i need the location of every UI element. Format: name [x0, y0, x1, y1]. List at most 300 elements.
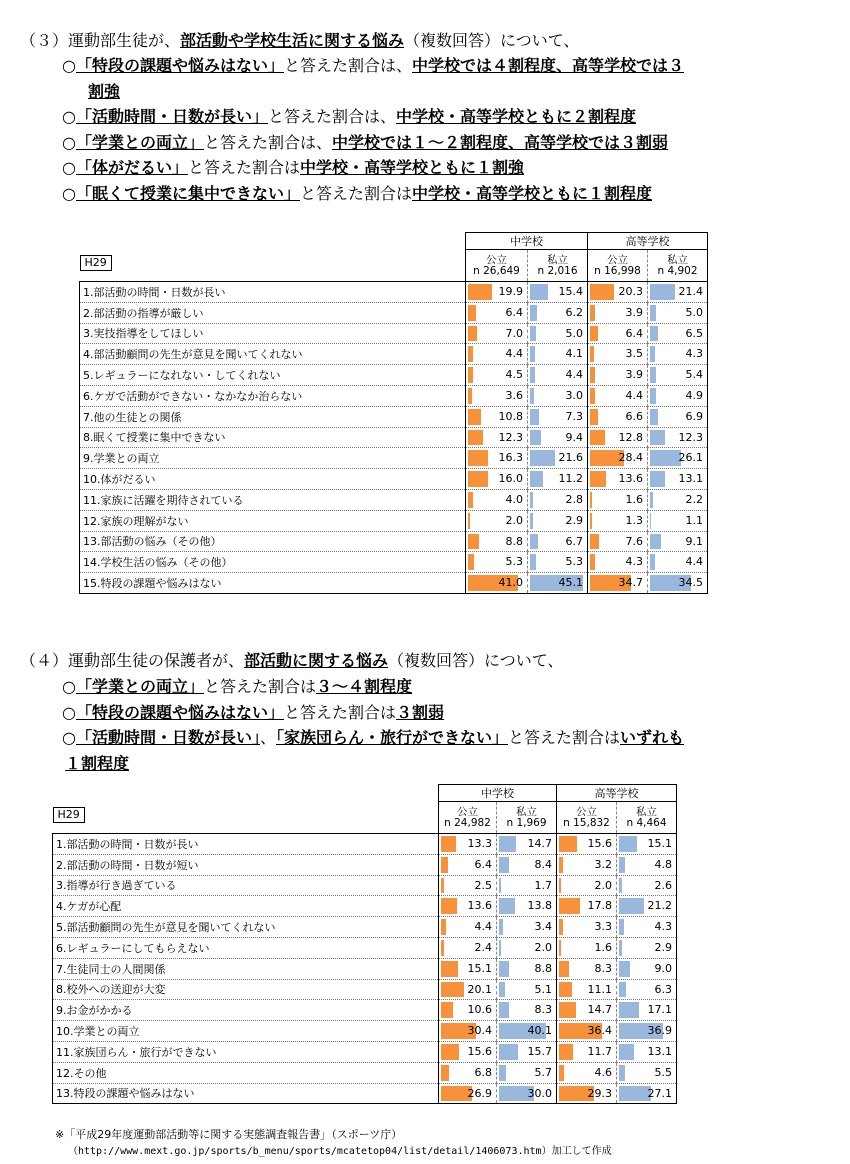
bullet-mark: ○ — [62, 702, 76, 722]
value-cell — [497, 875, 557, 896]
value-text: 8.8 — [534, 961, 552, 975]
bullet-result: いずれも — [620, 728, 685, 747]
group-junior-high: 中学校 — [439, 785, 557, 802]
value-text: 2.0 — [534, 940, 552, 954]
value-cell — [557, 854, 617, 875]
bullet-result: 中学校では１～２割程度、高等学校では３割弱 — [332, 132, 669, 152]
row-label: 8.校外への送迎が大変 — [53, 979, 439, 1000]
bullet-mark: ○ — [62, 107, 76, 126]
public-bar — [441, 919, 446, 935]
column-type: 私立 — [547, 253, 568, 266]
value-text: 7.3 — [565, 409, 583, 423]
value-cell — [466, 344, 528, 365]
private-bar — [499, 919, 503, 935]
value-cell — [588, 531, 648, 552]
value-text: 3.6 — [505, 388, 523, 402]
bullet-result: 中学校・高等学校ともに１割程度 — [412, 183, 653, 203]
private-bar — [650, 534, 661, 550]
section3-table — [79, 232, 708, 594]
public-bar — [559, 1002, 576, 1018]
private-bar — [530, 471, 543, 487]
value-text: 19.9 — [498, 285, 523, 298]
value-cell — [497, 896, 557, 917]
value-text: 2.5 — [474, 878, 492, 892]
bullet-result: ３～４割程度 — [316, 677, 413, 696]
public-bar — [590, 471, 606, 487]
value-cell — [557, 1083, 617, 1104]
value-text: 2.4 — [474, 940, 492, 954]
group-junior-high: 中学校 — [466, 233, 588, 250]
value-text: 11.7 — [587, 1044, 612, 1058]
value-text: 6.4 — [625, 326, 643, 340]
header-blank — [53, 785, 439, 834]
value-cell — [588, 302, 648, 323]
value-text: 17.8 — [587, 899, 612, 913]
value-text: 21.4 — [678, 285, 703, 298]
value-text: 30.4 — [467, 1024, 492, 1038]
value-text: 2.6 — [654, 878, 672, 892]
table-row — [53, 1021, 677, 1042]
public-bar — [559, 857, 563, 873]
value-cell — [648, 344, 708, 365]
value-text: 2.0 — [594, 878, 612, 892]
value-cell — [648, 573, 708, 594]
value-cell — [466, 365, 528, 386]
value-text: 8.3 — [594, 961, 612, 975]
value-cell — [648, 282, 708, 303]
bullet-mark: ○ — [62, 158, 76, 177]
public-bar — [468, 471, 488, 487]
column-type: 私立 — [667, 253, 688, 266]
public-bar — [441, 878, 444, 894]
value-text: 2.8 — [565, 492, 583, 506]
private-bar — [499, 1002, 509, 1018]
value-cell — [466, 282, 528, 303]
bullet-text: と答えた割合は、 — [267, 107, 396, 126]
private-bar — [619, 940, 622, 956]
public-bar — [590, 367, 595, 383]
value-cell — [439, 896, 497, 917]
row-label: 13.特段の課題や悩みはない — [53, 1083, 439, 1104]
private-bar — [499, 857, 509, 873]
private-bar — [499, 940, 501, 956]
private-bar — [530, 346, 535, 362]
value-text: 11.1 — [587, 982, 612, 996]
table-row — [80, 302, 708, 323]
value-cell — [439, 1062, 497, 1083]
value-cell — [466, 510, 528, 531]
column-type: 公立 — [457, 805, 478, 818]
value-text: 3.9 — [625, 305, 643, 319]
bullet-result: 中学校・高等学校ともに２割程度 — [396, 107, 637, 126]
column-type: 私立 — [636, 805, 657, 818]
value-text: 9.4 — [565, 430, 583, 444]
value-text: 7.0 — [505, 326, 523, 340]
value-cell — [557, 917, 617, 938]
value-cell — [497, 1062, 557, 1083]
value-cell — [466, 323, 528, 344]
value-text: 15.7 — [527, 1044, 552, 1058]
public-bar — [441, 898, 457, 914]
private-bar — [530, 326, 536, 342]
public-bar — [468, 326, 477, 342]
value-cell — [439, 1083, 497, 1104]
value-cell — [588, 323, 648, 344]
private-bar — [619, 919, 624, 935]
value-text: 3.3 — [594, 920, 612, 934]
value-text: 4.3 — [654, 920, 672, 934]
column-n: n 4,902 — [657, 264, 698, 277]
value-text: 4.4 — [505, 347, 523, 361]
private-bar — [530, 513, 533, 529]
table-row — [53, 979, 677, 1000]
column-type: 私立 — [516, 805, 537, 818]
value-cell — [466, 385, 528, 406]
private-bar — [530, 367, 535, 383]
public-bar — [468, 450, 488, 466]
value-text: 20.3 — [618, 285, 643, 298]
value-cell — [528, 344, 588, 365]
value-text: 15.1 — [647, 837, 672, 850]
value-cell — [648, 323, 708, 344]
value-text: 6.4 — [505, 305, 523, 319]
row-label: 4.部活動顧問の先生が意見を聞いてくれない — [80, 344, 466, 365]
bullet-text: と答えた割合は、 — [283, 56, 412, 75]
value-text: 6.2 — [565, 305, 583, 319]
value-text: 40.1 — [527, 1024, 552, 1038]
year-tag: H29 — [80, 255, 112, 271]
value-cell — [439, 958, 497, 979]
row-label: 4.ケガが心配 — [53, 896, 439, 917]
group-high-school: 高等学校 — [588, 233, 708, 250]
bullet-line — [62, 183, 652, 205]
value-cell — [648, 531, 708, 552]
value-text: 26.9 — [467, 1086, 492, 1100]
private-bar — [499, 982, 505, 998]
column-n: n 16,998 — [594, 264, 641, 277]
bullet-quote: 「体がだるい」 — [75, 158, 188, 177]
value-text: 27.1 — [647, 1086, 672, 1100]
public-bar — [468, 305, 476, 321]
value-cell — [617, 958, 677, 979]
column-header — [528, 250, 588, 282]
table-row — [53, 1041, 677, 1062]
value-text: 21.2 — [647, 899, 672, 913]
private-bar — [619, 1086, 651, 1102]
value-text: 28.4 — [618, 451, 643, 465]
value-cell — [439, 875, 497, 896]
value-cell — [497, 1083, 557, 1104]
value-cell — [497, 1041, 557, 1062]
value-text: 5.0 — [565, 326, 583, 340]
value-text: 4.0 — [505, 492, 523, 506]
value-cell — [648, 552, 708, 573]
row-label: 12.家族の理解がない — [80, 510, 466, 531]
value-cell — [497, 917, 557, 938]
value-text: 3.4 — [534, 920, 552, 934]
value-text: 4.9 — [685, 388, 703, 402]
bullet-quote: 「眠くて授業に集中できない」 — [75, 183, 300, 203]
value-cell — [528, 385, 588, 406]
bullet-quote: 「学業との両立」 — [75, 677, 204, 696]
public-bar — [441, 940, 444, 956]
section3-heading: （３）運動部生徒が、部活動や学校生活に関する悩み（複数回答）について、 — [20, 31, 580, 50]
value-text: 36.4 — [587, 1024, 612, 1038]
value-text: 12.8 — [618, 430, 643, 444]
bullet-text-2: と答えた割合は — [508, 728, 621, 747]
value-text: 4.4 — [474, 920, 492, 934]
public-bar — [441, 1044, 459, 1060]
value-cell — [557, 979, 617, 1000]
table-row — [80, 531, 708, 552]
value-text: 36.9 — [647, 1024, 672, 1038]
value-text: 4.6 — [594, 1065, 612, 1079]
table-row — [53, 1000, 677, 1021]
value-text: 6.5 — [685, 326, 703, 340]
bullet-text: と答えた割合は — [187, 158, 300, 177]
public-bar — [559, 836, 577, 852]
public-bar — [468, 284, 492, 300]
public-bar — [559, 878, 561, 894]
value-cell — [528, 282, 588, 303]
row-label: 3.実技指導をしてほしい — [80, 323, 466, 344]
private-bar — [530, 284, 548, 300]
bullet-mark: ○ — [62, 677, 76, 696]
value-text: 5.4 — [685, 368, 703, 382]
bullet-result: 中学校・高等学校ともに１割強 — [300, 158, 525, 177]
value-cell — [648, 510, 708, 531]
table-row — [80, 385, 708, 406]
public-bar — [590, 430, 605, 446]
value-cell — [466, 573, 528, 594]
private-bar — [650, 450, 681, 466]
public-bar — [468, 346, 473, 362]
private-bar — [650, 346, 655, 362]
value-text: 15.6 — [467, 1044, 492, 1058]
value-text: 3.5 — [625, 347, 643, 361]
footnote-source: ※「平成29年度運動部活動等に関する実態調査報告書」（スポーツ庁） — [55, 1128, 403, 1141]
value-text: 45.1 — [558, 576, 583, 590]
bullet-quote: 「学業との両立」 — [75, 132, 204, 152]
value-cell — [648, 489, 708, 510]
row-label: 1.部活動の時間・日数が長い — [80, 282, 466, 303]
table-row — [80, 406, 708, 427]
table-row — [80, 573, 708, 594]
value-cell — [588, 344, 648, 365]
public-bar — [590, 305, 595, 321]
value-cell — [588, 489, 648, 510]
table-row — [80, 510, 708, 531]
bullet-text: 、 — [259, 728, 276, 747]
private-bar — [619, 878, 622, 894]
value-text: 6.6 — [625, 409, 643, 423]
bullet-text: と答えた割合は、 — [203, 132, 332, 152]
private-bar — [650, 305, 656, 321]
value-text: 12.3 — [678, 430, 703, 444]
row-label: 7.他の生徒との関係 — [80, 406, 466, 427]
value-text: 2.0 — [505, 513, 523, 527]
private-bar — [650, 409, 658, 425]
value-cell — [617, 917, 677, 938]
value-cell — [617, 875, 677, 896]
value-text: 21.6 — [558, 451, 583, 465]
row-label: 6.ケガで活動ができない・なかなか治らない — [80, 385, 466, 406]
value-cell — [528, 552, 588, 573]
bullet-line — [62, 55, 684, 77]
value-cell — [617, 1062, 677, 1083]
value-cell — [648, 365, 708, 386]
value-text: 5.7 — [534, 1065, 552, 1079]
table-row — [53, 834, 677, 855]
public-bar — [590, 346, 594, 362]
value-text: 13.3 — [467, 837, 492, 850]
row-label: 6.レギュラーにしてもらえない — [53, 937, 439, 958]
row-label: 11.家族に活躍を期待されている — [80, 489, 466, 510]
value-text: 4.3 — [685, 347, 703, 361]
private-bar — [650, 326, 658, 342]
value-cell — [528, 469, 588, 490]
bullet-mark: ○ — [62, 728, 76, 747]
bullet-text: と答えた割合は — [203, 677, 316, 696]
value-text: 4.3 — [625, 555, 643, 569]
value-text: 3.9 — [625, 368, 643, 382]
value-text: 30.0 — [527, 1086, 552, 1100]
value-text: 13.6 — [618, 472, 643, 486]
bullet-result: ３割弱 — [396, 702, 445, 722]
value-text: 3.2 — [594, 857, 612, 871]
column-type: 公立 — [576, 805, 597, 818]
column-n: n 26,649 — [473, 264, 520, 277]
value-cell — [528, 531, 588, 552]
bullet-line — [62, 132, 668, 154]
bullet-text: と答えた割合は — [299, 183, 412, 203]
private-bar — [499, 898, 515, 914]
public-bar — [441, 982, 464, 998]
private-bar — [530, 492, 533, 508]
bullet-quote: 「特段の課題や悩みはない」 — [75, 702, 284, 722]
value-text: 5.0 — [685, 305, 703, 319]
public-bar — [468, 554, 474, 570]
private-bar — [619, 1065, 625, 1081]
value-cell — [497, 1000, 557, 1021]
table-row — [53, 917, 677, 938]
value-text: 15.4 — [558, 285, 583, 298]
public-bar — [441, 857, 448, 873]
table-row — [80, 469, 708, 490]
private-bar — [530, 430, 541, 446]
private-bar — [530, 534, 538, 550]
value-text: 13.1 — [678, 472, 703, 486]
public-bar — [441, 961, 458, 977]
private-bar — [530, 388, 534, 404]
bullet-line — [62, 157, 524, 179]
value-text: 1.7 — [534, 878, 552, 892]
value-cell — [528, 323, 588, 344]
public-bar — [441, 1065, 449, 1081]
private-bar — [499, 1065, 506, 1081]
row-label: 12.その他 — [53, 1062, 439, 1083]
private-bar — [619, 1044, 634, 1060]
private-bar — [619, 1002, 639, 1018]
table-row — [80, 427, 708, 448]
value-cell — [497, 937, 557, 958]
private-bar — [650, 492, 653, 508]
value-text: 14.7 — [527, 837, 552, 850]
public-bar — [590, 513, 592, 529]
private-bar — [650, 388, 656, 404]
value-cell — [617, 979, 677, 1000]
value-text: 41.0 — [498, 576, 523, 590]
bullet-line — [62, 106, 636, 128]
table-row — [53, 958, 677, 979]
value-text: 2.2 — [685, 492, 703, 506]
value-cell — [497, 834, 557, 855]
value-text: 10.8 — [498, 409, 523, 423]
value-text: 13.1 — [647, 1044, 672, 1058]
table-row — [80, 323, 708, 344]
header-blank — [80, 233, 466, 282]
value-cell — [557, 958, 617, 979]
public-bar — [559, 1044, 573, 1060]
private-bar — [650, 284, 675, 300]
private-bar — [499, 1044, 518, 1060]
value-text: 16.3 — [498, 451, 523, 465]
private-bar — [619, 857, 625, 873]
bullet-quote: 「活動時間・日数が長い」 — [75, 107, 268, 126]
value-cell — [557, 1062, 617, 1083]
value-cell — [648, 406, 708, 427]
public-bar — [559, 919, 563, 935]
row-label: 5.レギュラーになれない・してくれない — [80, 365, 466, 386]
table-row — [80, 344, 708, 365]
row-label: 7.生徒同士の人間関係 — [53, 958, 439, 979]
bullet-continuation: １割程度 — [65, 753, 130, 773]
value-cell — [497, 854, 557, 875]
year-tag: H29 — [53, 807, 85, 823]
public-bar — [468, 388, 472, 404]
value-cell — [439, 917, 497, 938]
value-cell — [439, 979, 497, 1000]
table-row — [80, 448, 708, 469]
private-bar — [619, 836, 637, 852]
public-bar — [590, 554, 595, 570]
value-text: 6.3 — [654, 982, 672, 996]
value-text: 5.3 — [565, 555, 583, 569]
private-bar — [619, 961, 630, 977]
value-text: 5.3 — [505, 555, 523, 569]
group-high-school: 高等学校 — [557, 785, 677, 802]
value-cell — [588, 406, 648, 427]
table-row — [80, 552, 708, 573]
value-cell — [648, 427, 708, 448]
public-bar — [590, 326, 598, 342]
public-bar — [590, 409, 598, 425]
private-bar — [650, 430, 665, 446]
value-cell — [648, 302, 708, 323]
public-bar — [590, 492, 592, 508]
value-cell — [466, 489, 528, 510]
value-cell — [588, 448, 648, 469]
value-text: 15.6 — [587, 837, 612, 850]
value-cell — [557, 1021, 617, 1042]
public-bar — [590, 534, 599, 550]
value-text: 4.4 — [685, 555, 703, 569]
table-row — [80, 489, 708, 510]
bullet-quote: 「活動時間・日数が長い」 — [75, 728, 260, 747]
table-row — [53, 1062, 677, 1083]
column-n: n 15,832 — [563, 816, 610, 829]
bullet-line — [62, 676, 412, 698]
